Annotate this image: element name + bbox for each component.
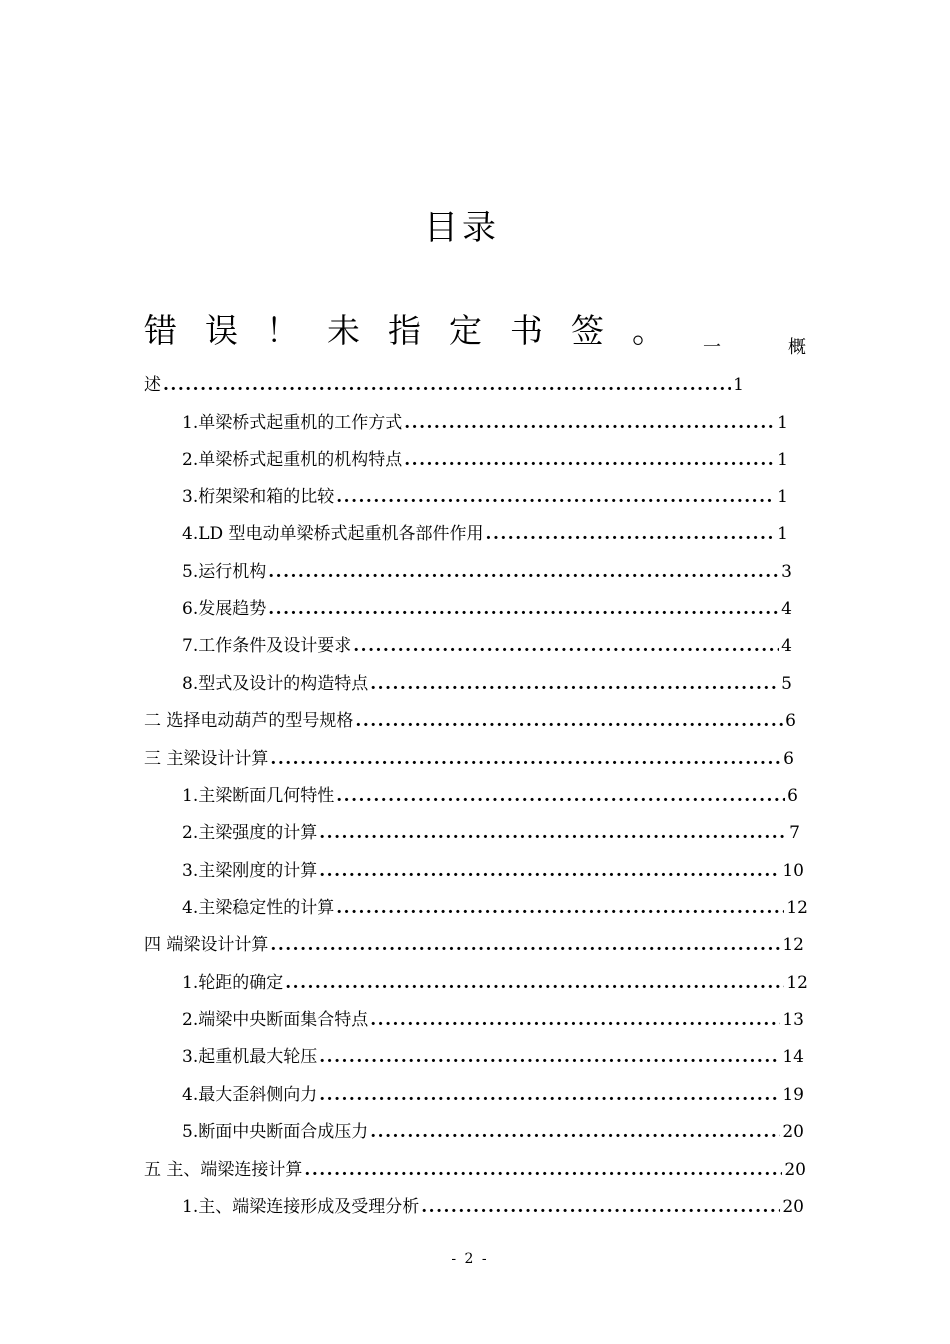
toc-entry[interactable] [182,856,804,880]
toc-entry[interactable] [182,519,788,543]
toc-page-number: 3 [781,562,792,582]
toc-page-number: 1 [733,375,744,395]
toc-label: 五 主、端梁连接计算 [144,1160,303,1180]
toc-page-number: 6 [783,749,794,769]
toc-entry[interactable] [182,482,788,506]
toc-page-number: 6 [785,711,796,731]
toc-label: 3.起重机最大轮压 [182,1047,318,1067]
toc-page-number: 7 [789,823,800,843]
toc-entry[interactable] [182,594,792,618]
toc-leader [336,898,784,918]
toc-page-number: 6 [787,786,798,806]
toc-label: 2.端梁中央断面集合特点 [182,1010,369,1030]
toc-label: 四 端梁设计计算 [144,935,269,955]
toc-page-number: 4 [781,636,792,656]
page-number-footer: - 2 - [451,1251,489,1267]
toc-page-number: 1 [777,413,788,433]
toc-entry[interactable] [182,1005,804,1029]
toc-leader [304,1160,782,1180]
toc-leader [486,524,776,544]
toc-label: 5.运行机构 [182,562,267,582]
toc-label: 6.发展趋势 [182,599,267,619]
page-title: 目录 [424,208,500,248]
toc-leader [404,413,775,433]
toc-entry[interactable] [182,408,788,432]
toc-leader [270,935,780,955]
toc-page-number: 12 [786,898,808,918]
toc-entry[interactable] [182,1042,804,1066]
toc-leader [355,711,783,731]
toc-label: 1.单梁桥式起重机的工作方式 [182,413,403,433]
toc-page-number: 20 [784,1160,806,1180]
toc-page-number: 1 [777,450,788,470]
toc-page-number: 13 [782,1010,804,1030]
toc-leader [163,375,731,395]
toc-leader [268,599,779,619]
toc-label: 2.主梁强度的计算 [182,823,318,843]
overflow-char-1: 一 [703,337,721,358]
toc-entry[interactable] [182,1192,804,1216]
toc-label: 5.断面中央断面合成压力 [182,1122,369,1142]
error-bookmark-text: 错误！未指定书签。 [144,311,693,350]
toc-leader [336,786,785,806]
toc-page-number: 1 [777,487,788,507]
toc-label: 二 选择电动葫芦的型号规格 [144,711,354,731]
toc-entry[interactable] [144,370,744,394]
overflow-char-2: 概 [788,337,806,358]
toc-page-number: 5 [781,674,792,694]
toc-leader [370,674,779,694]
toc-entry[interactable] [144,1155,806,1179]
toc-entry[interactable] [182,631,792,655]
toc-page-number: 19 [782,1085,804,1105]
toc-label: 述 [144,375,161,395]
toc-label: 1.主梁断面几何特性 [182,786,335,806]
toc-page-number: 20 [782,1122,804,1142]
toc-page-number: 12 [786,973,808,993]
toc-entry[interactable] [182,893,808,917]
toc-label: 4.最大歪斜侧向力 [182,1085,318,1105]
toc-page-number: 12 [782,935,804,955]
toc-page-number: 14 [782,1047,804,1067]
toc-label: 1.主、端梁连接形成及受理分析 [182,1197,420,1217]
toc-leader [270,749,781,769]
toc-leader [421,1197,780,1217]
toc-entry[interactable] [182,445,788,469]
toc-label: 8.型式及设计的构造特点 [182,674,369,694]
toc-entry[interactable] [144,930,804,954]
toc-label: 7.工作条件及设计要求 [182,636,352,656]
toc-entry[interactable] [182,669,792,693]
toc-page-number: 4 [781,599,792,619]
toc-label: 三 主梁设计计算 [144,749,269,769]
toc-leader [370,1010,780,1030]
toc-entry[interactable] [144,706,796,730]
toc-page-number: 20 [782,1197,804,1217]
toc-leader [370,1122,780,1142]
toc-page-number: 1 [777,524,788,544]
toc-leader [268,562,779,582]
toc-label: 3.桁架梁和箱的比较 [182,487,335,507]
toc-leader [336,487,775,507]
toc-leader [319,1085,780,1105]
toc-entry[interactable] [182,1080,804,1104]
toc-leader [404,450,775,470]
toc-entry[interactable] [144,744,794,768]
toc-leader [319,1047,780,1067]
toc-label: 4.LD 型电动单梁桥式起重机各部件作用 [182,524,484,544]
toc-leader [319,823,787,843]
toc-leader [285,973,784,993]
toc-leader [319,861,780,881]
toc-leader [353,636,779,656]
toc-entry[interactable] [182,781,798,805]
toc-label: 3.主梁刚度的计算 [182,861,318,881]
toc-label: 1.轮距的确定 [182,973,284,993]
toc-label: 4.主梁稳定性的计算 [182,898,335,918]
toc-entry[interactable] [182,818,800,842]
toc-entry[interactable] [182,968,808,992]
toc-entry[interactable] [182,1117,804,1141]
toc-page-number: 10 [782,861,804,881]
toc-label: 2.单梁桥式起重机的机构特点 [182,450,403,470]
toc-entry[interactable] [182,557,792,581]
